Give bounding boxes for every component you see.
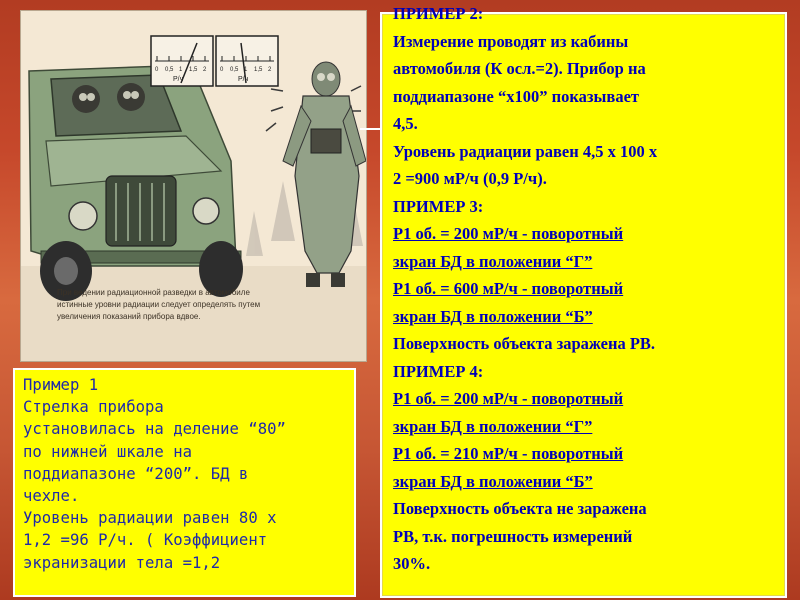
right-text-line: РВ, т.к. погрешность измерений <box>393 526 633 546</box>
left-example-panel <box>13 368 356 597</box>
left-text-line: чехле. <box>23 487 80 506</box>
gauge-left-tick-1: 0,5 <box>165 67 174 73</box>
example-3-heading: ПРИМЕР 3: <box>393 196 484 216</box>
gauge-left-unit: Р/ч <box>173 76 184 83</box>
right-text-line: Р1 об. = 210 мР/ч - поворотный <box>393 444 624 463</box>
gauge-right-unit: Р/ч <box>238 76 249 83</box>
gauge-right-tick-1: 0,5 <box>230 67 239 73</box>
right-text-line: зкран БД в положении “Б” <box>393 471 593 491</box>
left-text-line: экранизации тела =1,2 <box>23 553 221 572</box>
left-text-line: Уровень радиации равен 80 х <box>23 509 277 528</box>
right-example-panel <box>380 4 787 598</box>
gauge-left-tick-3: 1,5 <box>189 67 198 73</box>
gauge-right-tick-2: 1 <box>244 67 248 73</box>
right-text-line: Поверхность объекта заражена РВ. <box>393 334 656 353</box>
right-text-line: зкран БД в положении “Б” <box>393 306 593 326</box>
gauge-left-tick-2: 1 <box>179 67 183 73</box>
gauge-right-tick-3: 1,5 <box>254 67 263 73</box>
left-text-line: поддиапазоне “200”. БД в <box>23 464 249 483</box>
right-panel-text <box>393 0 788 578</box>
right-text-line: Поверхность объекта не заражена <box>393 499 647 518</box>
left-text-line: по нижней шкале на <box>23 442 192 461</box>
right-text-line: 30%. <box>393 554 431 573</box>
right-text-line: автомобиля (К осл.=2). Прибор на <box>393 59 646 78</box>
gauge-right-tick-4: 2 <box>268 67 272 73</box>
gauge-left-tick-4: 2 <box>203 67 207 73</box>
right-text-line: Измерение проводят из кабины <box>393 31 629 51</box>
right-text-line: зкран БД в положении “Г” <box>393 251 593 271</box>
right-text-line: зкран БД в положении “Г” <box>393 416 593 436</box>
gauge-right <box>216 36 278 86</box>
caption-line: При ведении радиационной разведки в автомобиле <box>57 288 250 297</box>
gauge-left <box>151 36 213 86</box>
left-text-line: 1,2 =96 Р/ч. ( Коэффициент <box>23 531 268 550</box>
right-text-line: 2 =900 мР/ч (0,9 Р/ч). <box>393 169 547 188</box>
left-panel-text <box>23 374 353 574</box>
right-text-line: Р1 об. = 600 мР/ч - поворотный <box>393 279 624 298</box>
right-text-line: Уровень радиации равен 4,5 х 100 х <box>393 141 658 161</box>
caption-line: истинные уровни радиации следует определять путем <box>57 300 261 309</box>
example-2-heading: ПРИМЕР 2: <box>393 4 484 23</box>
truck <box>29 66 243 301</box>
left-text-line: Стрелка прибора <box>23 398 164 417</box>
gauge-right-tick-0: 0 <box>220 67 224 73</box>
right-text-line: Р1 об. = 200 мР/ч - поворотный <box>393 224 624 243</box>
example-1-heading: Пример 1 <box>23 376 99 394</box>
right-text-line: Р1 об. = 200 мР/ч - поворотный <box>393 389 624 408</box>
right-text-line: поддиапазоне “х100” показывает <box>393 86 640 106</box>
illustration-caption <box>57 287 297 323</box>
example-4-heading: ПРИМЕР 4: <box>393 361 484 381</box>
soldier <box>283 62 366 287</box>
left-text-line: установилась на деление “80” <box>23 420 286 439</box>
gauge-left-tick-0: 0 <box>155 67 159 73</box>
right-text-line: 4,5. <box>393 114 418 133</box>
caption-line: увеличения показаний прибора вдвое. <box>57 312 201 321</box>
illustration-panel <box>20 10 367 362</box>
